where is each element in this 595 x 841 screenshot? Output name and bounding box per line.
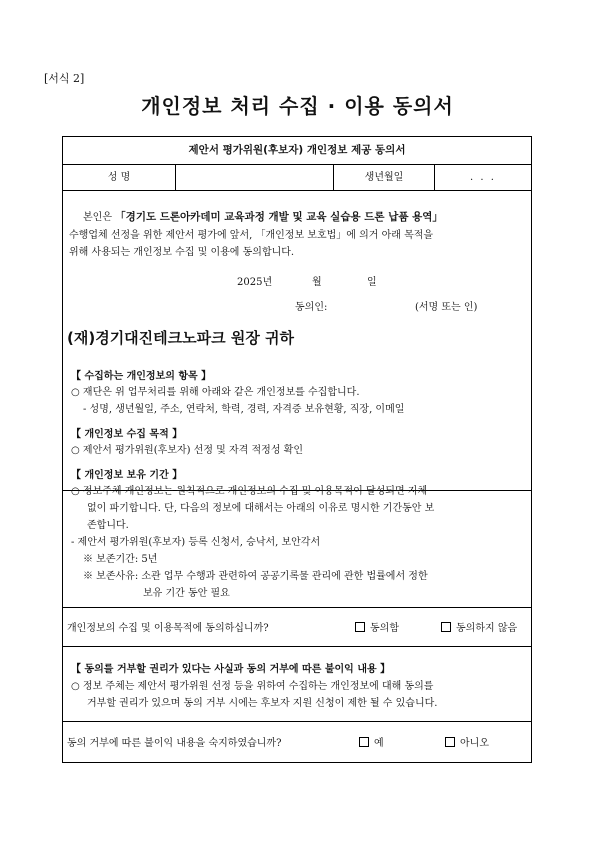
form-header: 제안서 평가위원(후보자) 개인정보 제공 동의서 (63, 137, 531, 165)
retention-line-6: ※ 보존사유: 소관 업무 수행과 관련하여 공공기록물 관리에 관한 법률에서 정한 (83, 571, 428, 582)
yes-label: 예 (374, 738, 384, 749)
acknowledge-question-row (63, 721, 531, 762)
consent-line-2: 수행업체 선정을 위한 제안서 평가에 앞서, 「개인정보 보호법」에 의거 아래 목적을 (69, 230, 434, 241)
retention-line-4: - 제안서 평가위원(후보자) 등록 신청서, 승낙서, 보안각서 (71, 537, 321, 548)
yes-checkbox[interactable] (359, 737, 369, 747)
name-field[interactable] (176, 165, 334, 190)
disagree-label: 동의하지 않음 (456, 623, 518, 634)
form-number: [서식 2] (44, 72, 85, 85)
refusal-line-1: ○ 정보 주체는 제안서 평가위원 선정 등을 위하여 수집하는 개인정보에 대해 동의를 (71, 681, 434, 692)
retention-line-2: 없이 파기합니다. 단, 다음의 정보에 대해서는 아래의 이유로 명시한 기간동안 보 (87, 503, 435, 514)
retention-line-5: ※ 보존기간: 5년 (83, 554, 158, 565)
items-line-2: - 성명, 생년월일, 주소, 연락처, 학력, 경력, 자격증 보유현황, 직장, 이메일 (83, 404, 405, 415)
consent-intro-line (83, 209, 443, 226)
refusal-title: 【 동의를 거부할 권리가 있다는 사실과 동의 거부에 따른 불이익 내용 】 (71, 664, 391, 675)
retention-line-1: ○ 정보주체 개인정보는 원칙적으로 개인정보의 수집 및 이용목적이 달성되면 지체 (71, 486, 428, 497)
refusal-line-2: 거부할 권리가 있으며 동의 거부 시에는 후보자 지원 신청이 제한 될 수 있습니다. (87, 698, 438, 709)
birth-label: 생년월일 (334, 165, 435, 190)
consent-form-box (62, 136, 532, 763)
project-name: 「경기도 드론아카데미 교육과정 개발 및 교육 실습용 드론 납품 용역」 (115, 211, 443, 223)
disagree-checkbox[interactable] (441, 622, 451, 632)
agree-label: 동의함 (370, 623, 399, 634)
acknowledge-question: 동의 거부에 따른 불이익 내용을 숙지하였습니까? (67, 738, 282, 749)
items-line-1: ○ 재단은 위 업무처리를 위해 아래와 같은 개인정보를 수집합니다. (71, 387, 360, 398)
disagree-option[interactable] (441, 620, 517, 637)
birth-field[interactable]: . . . (470, 172, 496, 183)
yes-option[interactable] (359, 735, 384, 752)
no-checkbox[interactable] (445, 737, 455, 747)
signature-hint[interactable]: (서명 또는 인) (415, 302, 478, 313)
consent-intro-prefix: 본인은 (83, 212, 116, 223)
no-option[interactable] (445, 735, 489, 752)
signer-label: 동의인: (295, 302, 328, 313)
name-label: 성 명 (63, 165, 176, 190)
retention-section-title: 【 개인정보 보유 기간 】 (71, 470, 183, 481)
purpose-line-1: ○ 제안서 평가위원(후보자) 선정 및 자격 적정성 확인 (71, 445, 303, 456)
retention-line-7: 보유 기간 동안 필요 (143, 588, 230, 599)
addressee: (재)경기대진테크노파크 원장 귀하 (67, 329, 295, 347)
consent-question-row (63, 607, 531, 647)
date-day[interactable]: 일 (367, 277, 377, 288)
consent-line-3: 위해 사용되는 개인정보 수집 및 이용에 동의합니다. (69, 247, 295, 258)
items-section-title: 【 수집하는 개인정보의 항목 】 (71, 371, 212, 382)
purpose-section-title: 【 개인정보 수집 목적 】 (71, 429, 183, 440)
date-month[interactable]: 월 (312, 277, 322, 288)
info-row (63, 165, 531, 191)
consent-question: 개인정보의 수집 및 이용목적에 동의하십니까? (67, 623, 269, 634)
date-year: 2025년 (237, 277, 273, 288)
retention-line-3: 존합니다. (87, 520, 129, 531)
no-label: 아니오 (460, 738, 489, 749)
agree-option[interactable] (355, 620, 399, 637)
agree-checkbox[interactable] (355, 622, 365, 632)
document-title: 개인정보 처리 수집 · 이용 동의서 (141, 94, 454, 118)
